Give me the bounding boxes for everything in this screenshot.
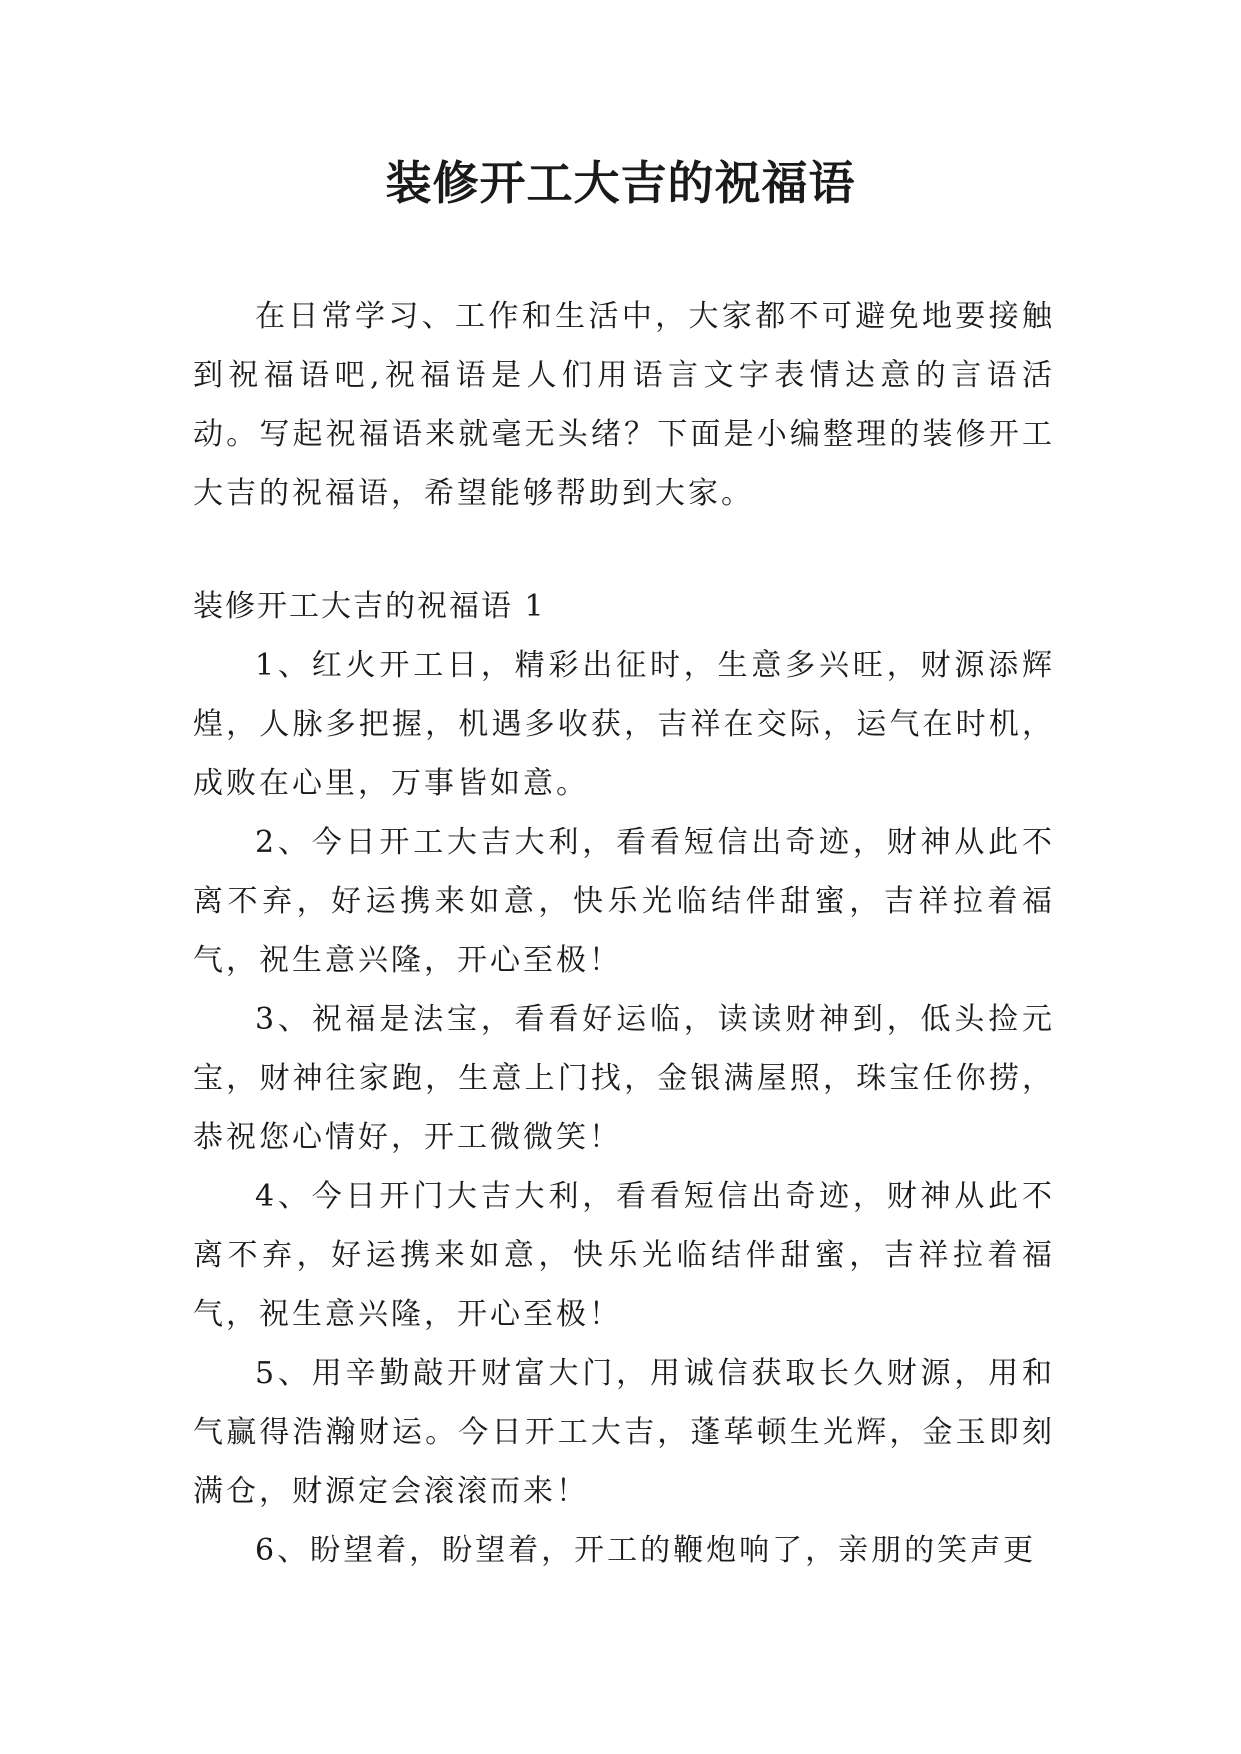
blessing-item: 5、用辛勤敲开财富大门，用诚信获取长久财源，用和气赢得浩瀚财运。今日开工大吉，蓬荜顿生光辉，金玉即刻满仓，财源定会滚滚而来！ <box>193 1356 1055 1509</box>
document-title: 装修开工大吉的祝福语 <box>385 156 856 210</box>
blessing-item: 6、盼望着，盼望着，开工的鞭炮响了，亲朋的笑声更 <box>255 1533 1037 1568</box>
intro-paragraph: 在日常学习、工作和生活中，大家都不可避免地要接触到祝福语吧,祝福语是人们用语言文字表情达意的言语活动。写起祝福语来就毫无头绪？下面是小编整理的装修开工大吉的祝福语，希望能够帮助到大家。 <box>193 299 1055 511</box>
blessing-item: 4、今日开门大吉大利，看看短信出奇迹，财神从此不离不弃，好运携来如意，快乐光临结伴甜蜜，吉祥拉着福气，祝生意兴隆，开心至极！ <box>193 1179 1055 1332</box>
blessing-list <box>193 636 1055 1580</box>
blessing-item: 3、祝福是法宝，看看好运临，读读财神到，低头捡元宝，财神往家跑，生意上门找，金银满屋照，珠宝任你捞，恭祝您心情好，开工微微笑！ <box>193 1002 1055 1155</box>
blessing-item: 1、红火开工日，精彩出征时，生意多兴旺，财源添辉煌，人脉多把握，机遇多收获，吉祥在交际，运气在时机，成败在心里，万事皆如意。 <box>193 648 1055 801</box>
blessing-item: 2、今日开工大吉大利，看看短信出奇迹，财神从此不离不弃，好运携来如意，快乐光临结伴甜蜜，吉祥拉着福气，祝生意兴隆，开心至极！ <box>193 825 1055 978</box>
section-heading: 装修开工大吉的祝福语 1 <box>193 589 546 624</box>
